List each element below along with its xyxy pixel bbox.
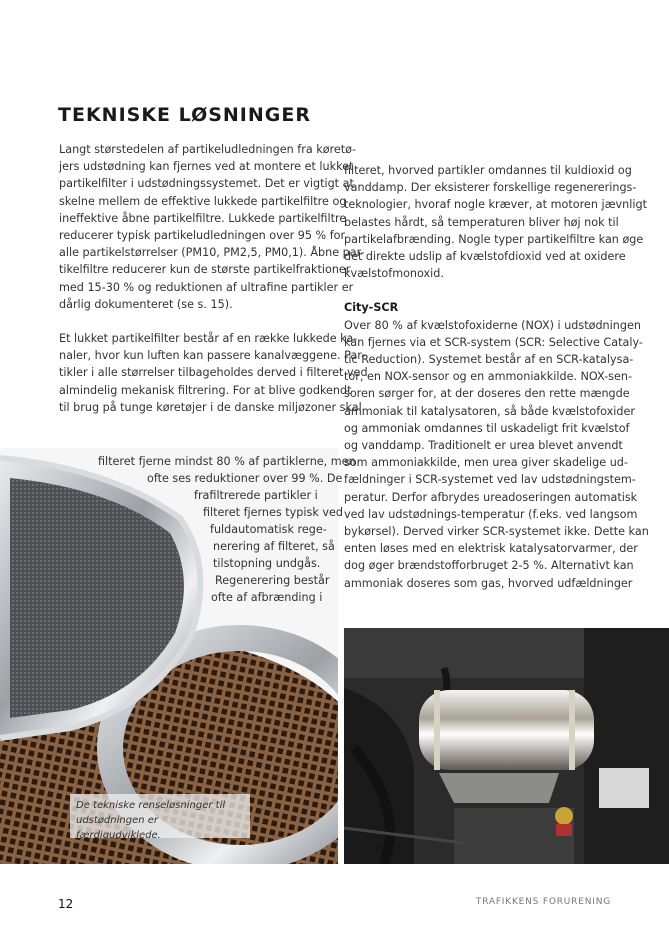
text-line: vanddamp. Der eksisterer forskellige regenererings-: [344, 181, 637, 195]
text-line: tic Reduction). Systemet består af en SCR-katalysa-: [344, 353, 634, 367]
text-line: naler, hvor kun luften kan passere kanalvæggene. Par-: [59, 349, 366, 363]
text-line: fældninger i SCR-systemet ved lav udstødningstem-: [344, 473, 636, 487]
text-line: ofte af afbrænding i: [211, 591, 323, 604]
text-line: enten løses med en elektrisk katalysatorvarmer, der: [344, 542, 638, 556]
running-footer: TRAFIKKENS FORURENING: [475, 897, 611, 907]
engine-bay-image: [344, 628, 669, 864]
text-line: filteret fjernes typisk ved: [203, 506, 343, 519]
text-line: Regenerering består: [215, 574, 330, 587]
page-title: TEKNISKE LØSNINGER: [58, 104, 311, 126]
text-line: ofte ses reduktioner over 99 %. De: [147, 472, 343, 485]
text-line: Et lukket partikelfilter består af en række lukkede ka-: [59, 332, 358, 346]
text-line: teknologier, hvoraf nogle kræver, at motoren jævnligt: [344, 198, 647, 212]
text-line: Langt størstedelen af partikeludledningen fra køretø-: [59, 143, 357, 156]
text-line: skelne mellem de effektive lukkede partikelfiltre og: [59, 194, 347, 208]
text-line: partikelfilter i udstødningssystemet. Det er vigtigt at: [59, 177, 354, 191]
text-line: partikelafbrænding. Nogle typer partikelfiltre kan øge: [344, 232, 644, 246]
right-paragraph-1: [344, 162, 647, 282]
page-number: 12: [58, 897, 74, 911]
text-line: belastes hårdt, så temperaturen bliver høj nok til: [344, 215, 619, 229]
text-line: til brug på tunge køretøjer i de danske miljøzoner skal: [59, 400, 362, 414]
text-line: peratur. Derfor afbrydes ureadoseringen automatisk: [344, 490, 638, 504]
text-line: nerering af filteret, så: [213, 540, 335, 553]
text-line: fuldautomatisk rege-: [210, 523, 327, 536]
text-line: alle partikelstørrelser (PM10, PM2,5, PM0,1). Åbne par-: [59, 246, 365, 260]
text-line: og vanddamp. Traditionelt er urea blevet anvendt: [344, 439, 623, 453]
text-line: kvælstofmonoxid.: [344, 267, 444, 281]
text-line: ammoniak doseres som gas, hvorved udfældninger: [344, 576, 633, 590]
text-line: det direkte udslip af kvælstofdioxid ved at oxidere: [344, 250, 626, 264]
image-caption: De tekniske renseløsninger til udstødningen er færdigudviklede.: [70, 794, 250, 838]
text-line: dog øger brændstofforbruget 2-5 %. Alternativt kan: [344, 559, 634, 573]
left-paragraph-1: [59, 141, 365, 313]
text-line: og ammoniak omdannes til uskadeligt frit kvælstof: [344, 421, 630, 435]
text-line: soren sørger for, at der doseres den rette mængde: [344, 387, 630, 401]
right-paragraph-2: [344, 317, 649, 592]
text-line: filteret fjerne mindst 80 % af partiklerne, men: [98, 455, 356, 468]
text-line: tikelfiltre reducerer kun de største partikelfraktioner: [59, 263, 351, 277]
text-line: tor, en NOX-sensor og en ammoniakkilde. NOX-sen-: [344, 370, 632, 384]
text-line: tilstopning undgås.: [213, 557, 321, 570]
text-line: tikler i alle størrelser tilbageholdes derved i filteret ved: [59, 366, 368, 380]
text-line: ammoniak til katalysatoren, så både kvælstofoxider: [344, 404, 635, 418]
text-line: ved lav udstødnings-temperatur (f.eks. ved langsom: [344, 507, 638, 521]
text-line: bykørsel). Derved virker SCR-systemet ikke. Dette kan: [344, 525, 649, 539]
left-column: [59, 141, 368, 416]
section-heading-city-scr: City-SCR: [344, 301, 399, 315]
text-line: frafiltrerede partikler i: [194, 489, 318, 502]
text-line: kan fjernes via et SCR-system (SCR: Selective Cataly-: [344, 335, 643, 349]
text-line: filteret, hvorved partikler omdannes til kuldioxid og: [344, 164, 632, 177]
text-line: Over 80 % af kvælstofoxiderne (NOX) i udstødningen: [344, 318, 641, 332]
text-line: almindelig mekanisk filtrering. For at blive godkendt: [59, 383, 352, 397]
right-column: [344, 162, 649, 592]
text-line: jers udstødning kan fjernes ved at montere et lukket: [59, 160, 354, 174]
text-line: dårlig dokumenteret (se s. 15).: [59, 297, 233, 311]
left-paragraph-2: [59, 330, 368, 416]
text-line: ineffektive åbne partikelfiltre. Lukkede partikelfiltre: [59, 211, 347, 225]
text-line: med 15-30 % og reduktionen af ultrafine partikler er: [59, 280, 354, 294]
text-line: som ammoniakkilde, men urea giver skadelige ud-: [344, 456, 628, 470]
text-line: reducerer typisk partikeludledningen over 95 % for: [59, 229, 346, 243]
